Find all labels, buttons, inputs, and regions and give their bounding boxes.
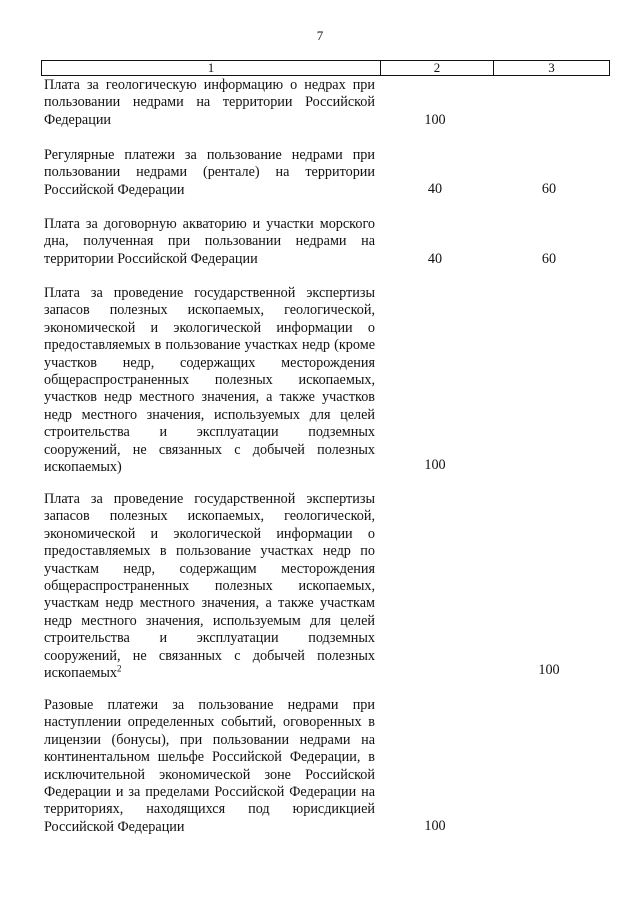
column-header-2: 2 <box>381 61 494 76</box>
row-3-col2-value: 40 <box>427 251 443 267</box>
row-3-description: Плата за договорную акваторию и участки морского дна, полученная при пользовании недрами на территории Российской Федерации <box>44 216 375 267</box>
row-6-col2-value: 100 <box>424 818 446 834</box>
column-header-table <box>41 60 610 76</box>
row-2-col2-value: 40 <box>427 181 443 197</box>
row-1-col2-value: 100 <box>424 112 446 128</box>
row-4-col2-value: 100 <box>424 457 446 473</box>
row-2-col3-value: 60 <box>541 181 557 197</box>
footnote-marker: 2 <box>116 663 122 674</box>
row-5-description <box>44 491 375 682</box>
column-header-row <box>42 61 610 76</box>
row-6-description: Разовые платежи за пользование недрами при наступлении определенных событий, оговоренных в лицензии (бонусы), при пользовании недрами на континентальном шельфе Российской Федерации, в исключительной экономической зоне Российской Федерации и за пределами Российской Федерации на территориях, находящихся под юрисдикцией Российской Федерации <box>44 697 375 835</box>
page-number: 7 <box>316 28 324 43</box>
row-3-col3-value: 60 <box>541 251 557 267</box>
row-2-description: Регулярные платежи за пользование недрами при пользовании недрами (рентале) на территории Российской Федерации <box>44 147 375 198</box>
row-5-description-text: Плата за проведение государственной экспертизы запасов полезных ископаемых, геологической, экономической и экологической информации о предоставляемых в пользование участках недр по участкам недр, содержащим месторождения общераспространенных полезных ископаемых, участкам недр местного значения, а также участкам недр местного значения, используемым для целей строительства и эксплуатации подземных сооружений, не связанных с добычей полезных ископаемых <box>44 491 375 682</box>
column-header-3: 3 <box>494 61 610 76</box>
row-4-description: Плата за проведение государственной экспертизы запасов полезных ископаемых, геологической, экономической и экологической информации о предоставляемых в пользование участках недр (кроме участков недр, содержащих месторождения общераспространенных полезных ископаемых, участков недр местного значения, а также участков недр местного значения, используемых для целей строительства и эксплуатации подземных сооружений, не связанных с добычей полезных ископаемых) <box>44 285 375 476</box>
row-5-col3-value: 100 <box>538 662 560 678</box>
row-1-description: Плата за геологическую информацию о недрах при пользовании недрами на территории Российской Федерации <box>44 77 375 128</box>
column-header-1: 1 <box>42 61 381 76</box>
